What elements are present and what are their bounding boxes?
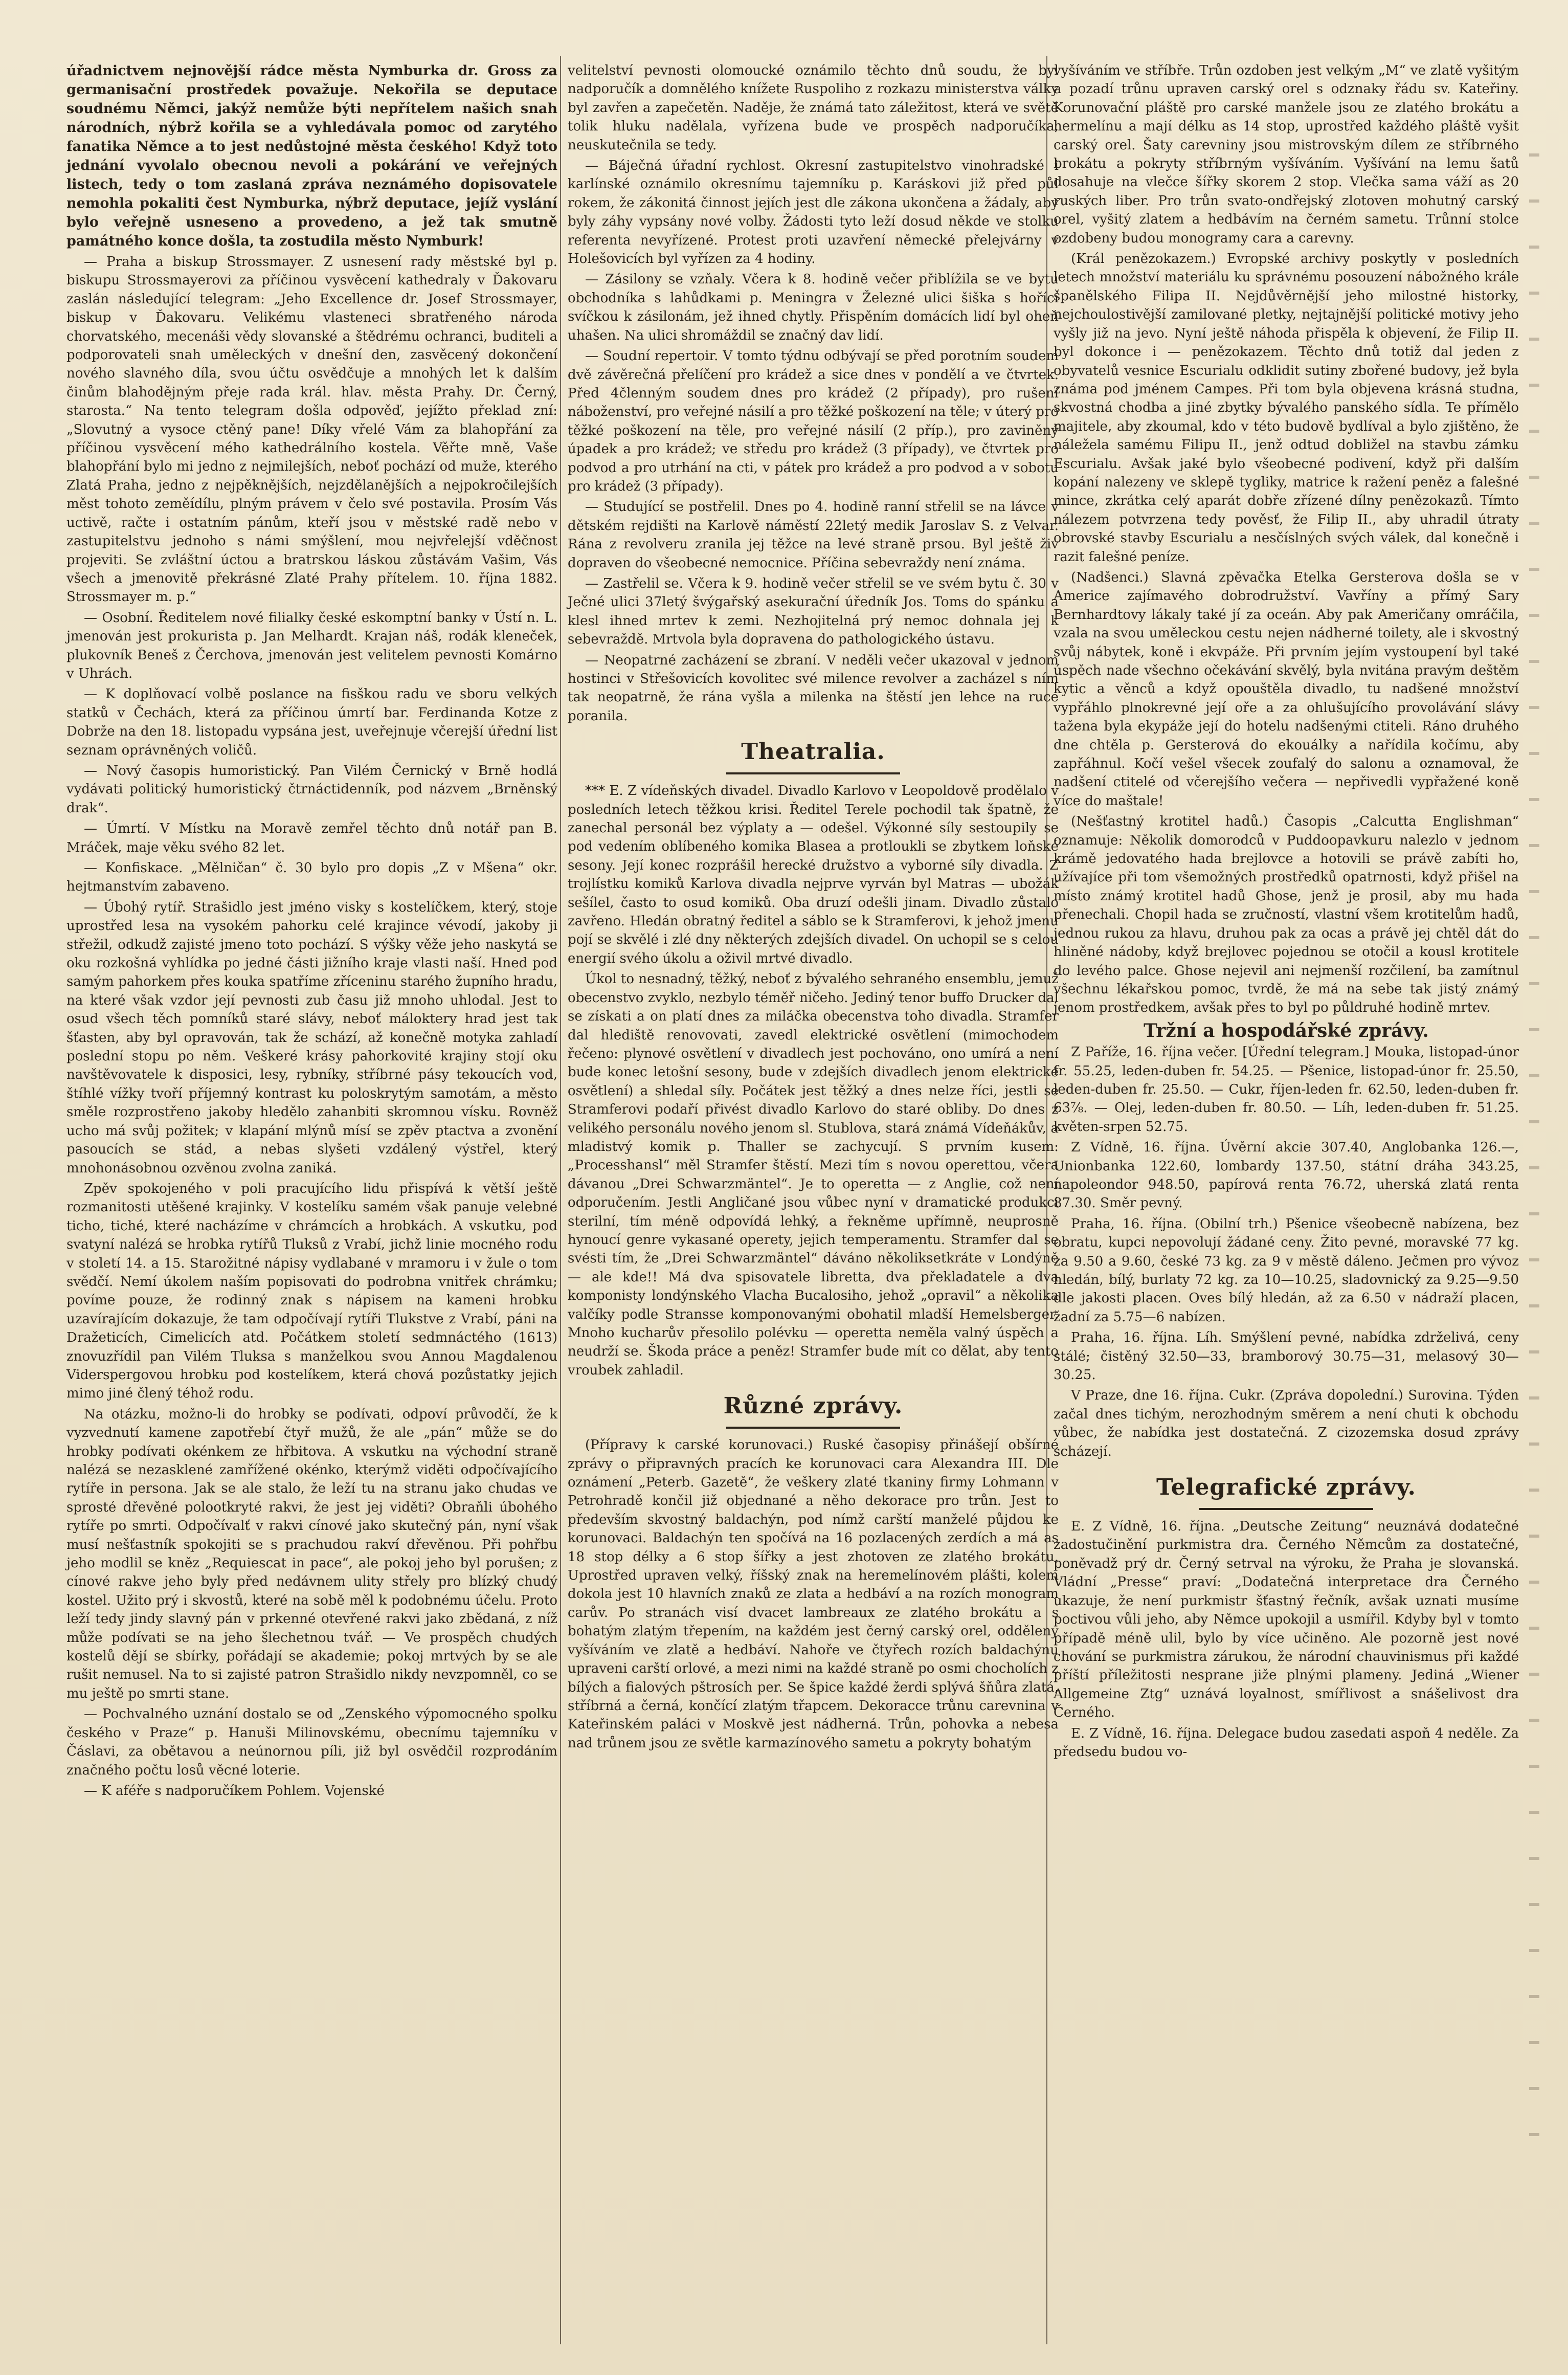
article-praha-strossmayer: — Praha a biskup Strossmayer. Z usnesení rady městské byl p. biskupu Strossmayerovi za příčinou vysvěcení kathedraly v Ďakovaru zaslán následující telegram: „Jeho Excellence dr. Josef Strossmayer, biskup v Ďakovaru. Velikému vlasteneci sbratřeného národa chorvatského, mecenáši vědy slovanské a štědrému ochranci, buditeli a podporovateli snah uměleckých v dnešní den, zasvěcený dokončení nového slavného díla, svou účtu osvědčuje a mnohých let k dalším činům blahodějným přeje rada král. hlav. města Prahy. Dr. Černý, starosta.“ Na tento telegram došla odpověď, jejížto překlad zní: „Slovutný a vysoce ctěný pane! Díky vřelé Vám za blahopřání za příčinou vysvěcení mého kathedrálního kostela. Věřte mně, Vaše blahopřání bylo mi jedno z nejmilejších, neboť pochází od muže, kterého Zlatá Praha, jedno z nejpěknějších, nejzdělanějších a nejpokročilejších měst tohoto zeměídílu, plným právem v čelo své postavila. Prosím Vás uctivě, račte i ostatním pánům, kteří jsou v městské radě nebo v zastupitelstvu jednoho s námi smýšlení, mou nejvřelejší vděčnost projeviti. Se zvláštní úctou a bratrskou láskou zůstávám Vašim, Vás všech a jmenovitě překrásné Zlaté Prahy přítelem. 10. října 1882. Strossmayer m. p.“ (66, 254, 557, 605)
article-nadsenci: (Nadšenci.) Slavná zpěvačka Etelka Gersterova došla se v Americe zajímavého dobrodružství. Vavříny a přímý Sary Bernhardtovy lákaly také jí za oceán. Aby pak Američany omráčila, vzala na svou uměleckou cestu nejen nádherné toilety, ale i skvostný svůj nábytek, koně i ekvpáže. Při prvním jejím vystoupení byl také úspěch nade všechno očekávání skvělý, byla nvitána pravým deštěm kytic a věnců a když opouštěla divadlo, tu nadšené množství vypřáhlo plnokrevné její oře a za ohlušujícího provolávání slávy tažena byla ekypáže její do hotelu nadšenými ctiteli. Ráno druhého dne chtěla p. Gersterová do ekouálky a nařídila kočímu, aby zapřáhnul. Kočí vešel všecek zoufalý do salonu a oznamoval, že nadšení ctitelé od včerejšího večera — nepřivedli vypřažené koně více do maštale! (1054, 569, 1519, 809)
column-1 (66, 61, 557, 1802)
article-zasilony: — Zásilony se vzňaly. Včera k 8. hodině večer přiblížila se ve bytu obchodníka s lahůdkami p. Meningra v Železné ulici šiška s hořící svíčkou k zásilonám, jež ihned chytly. Přispěním domácích lidí byl oheň uhašen. Na ulici shromáždil se značný dav lidí. (568, 272, 1059, 343)
telegram-viden-2: E. Z Vídně, 16. října. Delegace budou zasedati aspoň 4 neděle. Za předsedu budou vo- (1054, 1725, 1519, 1760)
article-carska-korunovace: (Přípravy k carské korunovaci.) Ruské časopisy přinášejí obšírné zprávy o připravných pracích ke korunovaci cara Alexandra III. Dle oznámení „Peterb. Gazetě“, že veškery zlaté tkaniny firmy Lohmann v Petrohradě končil již objednané a něho dekorace pro trůn. Jest to především skvostný baldachýn, pod nímž carští manželé půjdou ke korunovaci. Baldachýn ten spočívá na 16 pozlacených zerdích a má as 18 stop délky a 6 stop šířky a jest zhotoven ze zlatého brokátu. Uprostřed upraven velký, říšský znak na heremelínovém plášti, kolem dokola jest 10 hlavních znaků ze zlata a hedbáví a na rozích monogram carův. Po stranách visí dvacet lambreaux ze zlatého brokátu a s bohatým zlatým třepením, na každém jest černý carský orel, odděleny vyšíváním ve zlatě a hedbáví. Nahoře ve čtyřech rozích baldachýnu upraveni carští orlové, a mezi nimi na každé straně po osmi chocholích z bílých a fialových pštrosích per. Se špice každé žerdi splývá šňůra zlatá, stříbrná a černá, končící zlatým třapcem. Dekoracce trůnu carevnina v Kateřinském paláci v Moskvě jest nádherná. Trůn, pohovka a nebesa nad trůnem jsou ze světle karmazínového sametu a pokryty bohatým (568, 1437, 1059, 1751)
article-afera-pohl: — K aféře s nadporučíkem Pohlem. Vojenské (84, 1783, 385, 1799)
section-heading-trzni-zpravy: Tržní a hospodářské zprávy. (1144, 1019, 1429, 1041)
article-videnska-divadla: *** E. Z vídeňských divadel. Divadlo Karlovo v Leopoldově prodělalo v posledních letech těžkou krisi. Ředitel Terele pochodil tak špatně, že zanechal personál bez výplaty a — odešel. Výkonné síly sestoupily se pod vedením oblíbeného komika Blasea a protloukli se zbytkem loňské sesony. Její konec rozprášil herecké družstvo a vyborné síly divadla. Z trojlístku komiků Karlova divadla nejprve vyrván byl Matras — ubožák sešílel, často to osud komiků. Oba druzí odešli jinam. Divadlo zůstalo zavřeno. Hledán obratný ředitel a sáblo se k Stramferovi, k jehož jmenu pojí se skvělé i zlé dny některých zdejších divadel. On uchopil se s celou energií svého úkolu a oživil mrtvé divadlo. (568, 783, 1059, 966)
article-studujici: — Studující se postřelil. Dnes po 4. hodině ranní střelil se na lávce v dětském rejdišti na Karlově náměstí 22letý medik Jaroslav S. z Velvar. Rána z revolveru zranila jej těžce na levé straně prsou. Byl ještě živ dopraven do všeobecné nemocnice. Příčina sebevraždy není známa. (568, 499, 1059, 571)
article-krotitel-hadu: (Nešťastný krotitel hadů.) Časopis „Calcutta Englishman“ oznamuje: Několik domorodců v Puddoopavkuru nalezlo v jednom krámě jedovatého hada brejlovce a hotovili se právě zabíti ho, užívajíce při tom všemožných prostředků opatrnosti, když přišel na místo známý krotitel hadů Ghose, jenž je prosil, aby mu hada přenechali. Chopil hada se zručností, vlastní všem krotitelům hadů, jednou rukou za hlavu, druhou pak za ocas a právě jej chtěl dát do hliněné nádoby, když brejlovec pojednou se otočil a kousl krotitele do levého palce. Ghose nejevil ani nejmenší rozčilení, ba zamítnul všechnu lékařskou pomoc, tvrdě, že má na sebe tak jistý známý jenom prostředkem, avšak přes to byl po půldruhé hodině mrtev. (1054, 814, 1519, 1016)
article-neopatrne-zachazeni: — Neopatrné zacházení se zbraní. V neděli večer ukazoval v jednom hostinci v Střešovicích kovolitec své milence revolver a zacházel s ním tak neopatrně, že rána vyšla a milenka na štěstí jen lehce na ruce poranila. (568, 652, 1059, 724)
telegram-viden-1: E. Z Vídně, 16. října. „Deutsche Zeitung“ neuznává dodatečné zadostučinění purkmistra dra. Černého Němcům za dostatečné, poněvadž prý dr. Černý setrval na výroku, že Praha je slovanská. Vládní „Presse“ praví: „Dodatečná interpretace dra Černého ukazuje, že není purkmistr šťastný řečník, avšak uznati musíme poctivou vůli jeho, aby Němce upokojil a usmířil. Kdyby byl v tomto případě méně ulil, bylo by více učiněno. Ale pozorně jest nové chování se purkmistra zárukou, že národní chauvinismus při každé příští příležitosti nesprane jiže plnými plameny. Jediná „Wiener Allgemeine Ztg“ uznává loyalnost, smířlivost a snášelivost dra Černého. (1054, 1519, 1519, 1721)
paper-edge-texture (1529, 153, 1539, 2148)
section-heading-ruzne-zpravy: Různé zprávy. (723, 1393, 903, 1419)
column-rule (560, 56, 561, 2344)
article-umrti: — Úmrtí. V Místku na Moravě zemřel těchto dnů notář pan B. Mráček, maje věku svého 82 let. (66, 821, 557, 855)
article-paragraph: úřadnictvem nejnovější rádce města Nymburka dr. Gross za germanisační prostředek považuje. Nekořila se deputace soudnému Němci, jakýž nemůže býti nepřítelem našich snah národních, nýbrž kořila se a vyhledávala pomoc od zarytého fanatika Němce a to jest nedůstojné města českého! Když toto jednání vyvolalo obecnou nevoli a pokárání ve veřejných listech, tedy o tom zaslaná zpráva neznámého dopisovatele nemohla pokaliti čest Nymburka, nýbrž deputace, jejíž vyslání bylo veřejně usneseno a provedeno, a jež tak smutně památného konce došla, ta zostudila město Nymburk! (66, 63, 557, 249)
article-doplnovaci-volba: — K doplňovací volbě poslance na fisškou radu ve sboru velkých statků v Čechách, která za příčinou úmrtí bar. Ferdinanda Kotze z Dobrže na den 18. listopadu vypsána jest, uveřejnuje včerejší úřední list seznam oprávněných voličů. (66, 686, 557, 758)
article-paragraph: Úkol to nesnadný, těžký, neboť z bývalého sehraného ensemblu, jemuž obecenstvo zvyklo, nezbylo téměř ničeho. Jediný tenor buffo Drucker dal se získati a on platí dnes za miláčka obecenstva toho divadla. Stramfer dal hlediště renovovati, zavedl elektrické osvětlení (mimochodem řečeno: plynové osvětlení v divadlech jest pochováno, ono umírá a není bude konec letošní sesony, bude v zdejších divadlech jenom elektrické osvětlení) a shledal síly. Počátek jest těžký a dnes nelze říci, jestli se Stramferovi podaří přivést divadlo Karlovo do staré obliby. Do dnes z velikého personálu nového jenom sl. Stublova, stará známá Vídeňákův, a mladistvý komik p. Thaller se zachycují. S prvním kusem: „Processhansl“ měl Stramfer štěstí. Mezi tím s novou operettou, včera dávanou „Drei Schwarzmäntel“. Je to operetta — z Anglie, což není odporučením. Jestli Angličané jsou vůbec nyní v dramatické produkci sterilní, tím méně odpovídá lehký, a řekněme upřímně, neuprosně hynoucí genre vykasané operety, jejich temperamentu. Stramfer dal se svésti tím, že „Drei Schwarzmäntel“ dáváno několiksetkráte v Londýně — ale kde!! Má dva spisovatele libretta, dva překladatele a dva komponisty londýnského Vlacha Bucalosiho, jehož „opravil“ a několika valčíky podle Stransse komponovanými obohatil mladší Hemelsberger. Mnoho kucharův přesolilo polévku — operetta neměla valný úspěch a neudrží se. Škoda práce a peněz! Stramfer bude mít co dělat, aby tento vroubek zahladil. (568, 971, 1059, 1378)
section-heading-telegraficke-zpravy: Telegrafické zprávy. (1156, 1474, 1416, 1501)
article-paragraph: vyšíváním ve stříbře. Trůn ozdoben jest velkým „M“ ve zlatě vyšitým a pozadí trůnu upraven carský orel s odznaky řádu sv. Kateřiny. Korunovační pláště pro carské manžele jsou ze zlatého brokátu a hermelínu a mají délku as 14 stop, uprostřed každého pláště vyšit carský orel. Šaty carevniny jsou mistrovským dílem ze stříbrného brokátu a pokryty stříbrným vyšíváním. Vyšívání na lemu šatů dosahuje na vlečce šířky skorem 2 stop. Vlečka sama váží as 20 ruských liber. Pro trůn svato-ondřejský zlotoven mohutný carský orel, vyšitý zlatem a hedbávím na černém sametu. Trůnní stolce ozdobeny budou monogramy cara a carevny. (1054, 63, 1519, 246)
article-pochvalne-uznani: — Pochvalného uznání dostalo se od „Zenského výpomocného spolku českého v Praze“ p. Hanuši Milinovskému, obecnímu tajemníku v Čáslavi, za obětavou a neúnornou píli, již byl osvědčil rozprodáním značného počtu losů věcné loterie. (66, 1706, 557, 1778)
column-2 (568, 61, 1059, 1755)
market-report-praha-cukr: V Praze, dne 16. října. Cukr. (Zpráva dopolední.) Surovina. Týden začal dnes tichým, nerozhodným směrem a není chuti k obchodu vůbec, že nabídka jest dostatečná. Z cizozemska dosud zprávy scházejí. (1054, 1388, 1519, 1459)
article-kral-penezokazem: (Král penězokazem.) Evropské archivy poskytly v posledních letech množství materiálu ku správnému posouzení nábožného krále španělského Filipa II. Nejdůvěrnější jeho milostné historky, nejchoulostivější zamilované pletky, nejtajnější politické motivy jeho vyšly již na jevo. Nyní ještě náhoda přispěla k objevení, že Filip II. byl dokonce i — penězokazem. Těchto dnů totiž dal jeden z obyvatelů vesnice Escurialu odklidit sutiny zbořené budovy, jež byla známa pod jménem Campes. Při tom byla objevena krásná studna, skvostná chodba a jiné zbytky bývalého panského sídla. Te přímělo majitele, aby zkoumal, kdo v této budově bydlíval a bylo zjištěno, že náležela samému Filipu II., jenž odtud dobližel na stavbu zámku Escurialu. Avšak jaké bylo všeobecné podivení, když při dalším kopání nalezeny ve sklepě tygliky, matrice k ražení peněz a falešné mince, zkrátka celý aparát dobře zřízené dílny penězokazů. Tímto nálezem potvrzena tedy pověsť, že Filip II., aby uhradil útraty obrovské stavby Escurialu a nesčíslných svých válek, dal konečně i razit falešné peníze. (1054, 251, 1519, 565)
market-report-viden: Z Vídně, 16. října. Úvěrní akcie 307.40, Anglobanka 126.—, Unionbanka 122.60, lombardy 137.50, státní dráha 343.25, napoleondor 948.50, papírová renta 76.72, uherská zlatá renta 87.30. Směr pevný. (1054, 1140, 1519, 1211)
article-novy-casopis: — Nový časopis humoristický. Pan Vilém Černický v Brně hodlá vydávati politický humoristický čtrnáctidenník, pod názvem „Brněnský drak“. (66, 763, 557, 816)
column-3 (1054, 61, 1519, 1763)
article-paragraph: Na otázku, možno-li do hrobky se podívati, odpoví průvodčí, že k vyzvednutí kamene zapotřebí čtyř mužů, že ale „pán“ může se do hrobky podívati okénkem ze hřbitova. A vskutku na východní straně nalézá se nezasklené zamřížené okénko, kterýmž viděti odpočívajícího rytíře in persona. Jak se ale stalo, že leží tu na stranu jako chudas ve sprosté dřevěné polootkryté rakvi, že jest jej viděti? Obraňli úbohého rytíře po smrti. Odpočívalť v rakvi cínové jako skutečný pán, nyní však musí nešťastník spokojiti se s prachudou rakví dřevěnou. Při pohřbu jeho modlil se kněz „Requiescat in pace“, ale pokoj jeho byl porušen; z cínové rakve jeho byly před nedávnem ulity střely pro blízký chudý kostel. Užito prý i skvostů, které na sobě měl k podobnému účelu. Proto leží tedy jindy slavný pán v prkenné otevřené rakvi jako zbědaná, z níž může podívati se na jeho šlechetnou tvář. — Ve prospěch chudých kostelů dějí se sbírky, pořádají se akademie; pokoj mrtvých by se ale rušit nemusel. Na to si zajisté patron Strašidlo nikdy nevzpomněl, co se mu ještě po smrti stane. (66, 1406, 557, 1701)
article-ubohy-rytir: — Úbohý rytíř. Strašidlo jest jméno visky s kostelíčkem, který, stoje uprostřed lesa na vysokém pahorku celé krajince vévodí, jakoby ji střežil, odkudž zajisté jmeno toto pochází. S výšky věže jeho naskytá se oku rozkošná vyhlídka po jedné části jižního kraje vlasti naší. Hned pod samým pahorkem přes kouka spatříme zříceninu starého župního hradu, na které však vzdor její pevnosti zub času již mnoho uhlodal. Jest to osud všech těch pomníků staré slávy, neboť máloktery hrad jest tak šťasten, aby byl opravován, tak že schází, až konečně motyka zahladí poslední stopu po něm. Veškeré krásy pahorkovité krajiny stojí oku navštěvovatele k disposici, lesy, rybníky, stříbrné pásy tekoucích vod, štíhlé vížky tvoří příjemný kontrast ku poloskrytým samotám, a město směle rozprostřeno jakoby hledělo zahanbiti skromnou vísku. Rovněž ucho má svůj požitek; v klapání mlýnů mísí se zpěv ptactva a zvonění pasoucích se stád, a nebas slyšeti vzdálený výstřel, který mnohonásobnou ozvěnou zvolna zaniká. (66, 899, 557, 1176)
article-paragraph: velitelství pevnosti olomoucké oznámilo těchto dnů soudu, že byl nadporučík a domnělého knížete Ruspoliho z rozkazu ministerstva války byl zavřen a zapečetěn. Naděje, že známá tato záležitost, která ve světě tolik hluku nadělala, vyřízena bude ve prospěch nadporučíka, neuskutečnila se tedy. (568, 63, 1059, 153)
market-report-pariz: Z Paříže, 16. října večer. [Úřední telegram.] Mouka, listopad-únor fr. 55.25, leden-duben fr. 54.25. — Pšenice, listopad-únor fr. 25.50, leden-duben fr. 25.50. — Cukr, říjen-leden fr. 62.50, leden-duben fr. 63⅞. — Olej, leden-duben fr. 80.50. — Líh, leden-duben fr. 51.25. květen-srpen 52.75. (1054, 1045, 1519, 1135)
section-heading-theatralia: Theatralia. (741, 739, 885, 765)
section-divider (726, 772, 900, 774)
article-osobni: — Osobní. Ředitelem nové filialky české eskomptní banky v Ústí n. L. jmenován jest prokurista p. Jan Melhardt. Krajan náš, rodák kleneček, plukovník Beneš z Čerchova, jmenován jest velitelem pevnosti Komárno v Uhrách. (66, 610, 557, 681)
article-soudni-repertoir: — Soudní repertoir. V tomto týdnu odbývají se před porotním soudem dvě závěrečná přelíčení pro krádež a sice dnes v pondělí a ve čtvrtek. Před 4členným soudem dnes pro krádež (2 případy), pro rušení náboženství, pro veřejné násilí a pro těžké poškození na těle; v úterý pro těžké poškození na těle, pro veřejné násilí (2 příp.), pro zaviněný úpadek a pro krádež; ve středu pro krádež (3 případy), ve čtvrtek pro podvod a pro utrhání na cti, v pátek pro krádež a pro podvod a v sobotu pro krádež (3 případy). (568, 348, 1059, 494)
article-konfiskace: — Konfiskace. „Mělničan“ č. 30 bylo pro dopis „Z v Mšena“ okr. hejtmanstvím zabaveno. (66, 860, 557, 895)
article-zastrelil-se: — Zastřelil se. Včera k 9. hodině večer střelil se ve svém bytu č. 30 v Ječné ulici 37letý švýgařský asekurační úředník Jos. Toms do spánku a klesl ihned mrtev k zemi. Nezhojitelná prý nemoc dohnala jej k sebevraždě. Mrtvola byla dopravena do pathologického ústavu. (568, 575, 1059, 648)
market-report-praha-lih: Praha, 16. října. Líh. Smýšlení pevné, nabídka zdrželivá, ceny stálé; čistěný 32.50—33, bramborový 30.75—31, melasový 30—30.25. (1054, 1330, 1519, 1383)
market-report-praha-obili: Praha, 16. října. (Obilní trh.) Pšenice všeobecně nabízena, bez obratu, kupci nepovolují žádané ceny. Žito pevné, moravské 77 kg. za 9.50 a 9.60, české 73 kg. za 9 v městě dáleno. Ječmen pro vývoz hledán, bílý, burlaty 72 kg. za 10—10.25, sladovnický za 9.25—9.50 dle jakosti placen. Oves bílý hledán, až za 6.50 v nádraží placen, žadní za 5.75—6 nabízen. (1054, 1216, 1519, 1325)
article-bajecna-rychlost: — Báječná úřadní rychlost. Okresní zastupitelstvo vinohradské i karlínské oznámilo okresnímu tajemníku p. Karáskovi již před půl rokem, že zákonitá činnost jejích jest dle zákona ukončena a žádaly, aby byly záhy vypsány nové volby. Žádosti tyto leží dosud někde ve stolku referenta nevyřízené. Protest proti uzavření německé přelejvárny v Holešovicích byl vyřízen za 4 hodiny. (568, 158, 1059, 267)
article-paragraph: Zpěv spokojeného v poli pracujícího lidu přispívá k větší ještě rozmanitosti utěšené krajinky. V kostelíku samém však panuje velebné ticho, tiché, které nacházíme v chrámcích a hrobkách. A vskutku, pod svatyní nalézá se hrobka rytířů Tluksů z Vrabí, jichž linie mocného rodu v století 14. a 15. Starožitné nápisy vydlabané v mramoru i v žule o tom svědčí. Nemí úkolem naším popisovati do podrobna vnitřek chrámku; povíme pouze, že rodinný znak s nápisem na kameni hrobku uzavírajícím dokazuje, že tam odpočívají rytíři Tlukstve z Vrabí, páni na Dražeticích, Cimelicích atd. Počátkem století sedmnáctého (1613) znovuzřídil pan Vilém Tluksa s manželkou svou Annou Magdalenou Viderspergovou hrobku pod kostelíkem, která chová pozůstatky jejich mimo jiné člený téhož rodu. (66, 1181, 557, 1402)
section-divider (1199, 1508, 1373, 1510)
section-divider (726, 1427, 900, 1429)
